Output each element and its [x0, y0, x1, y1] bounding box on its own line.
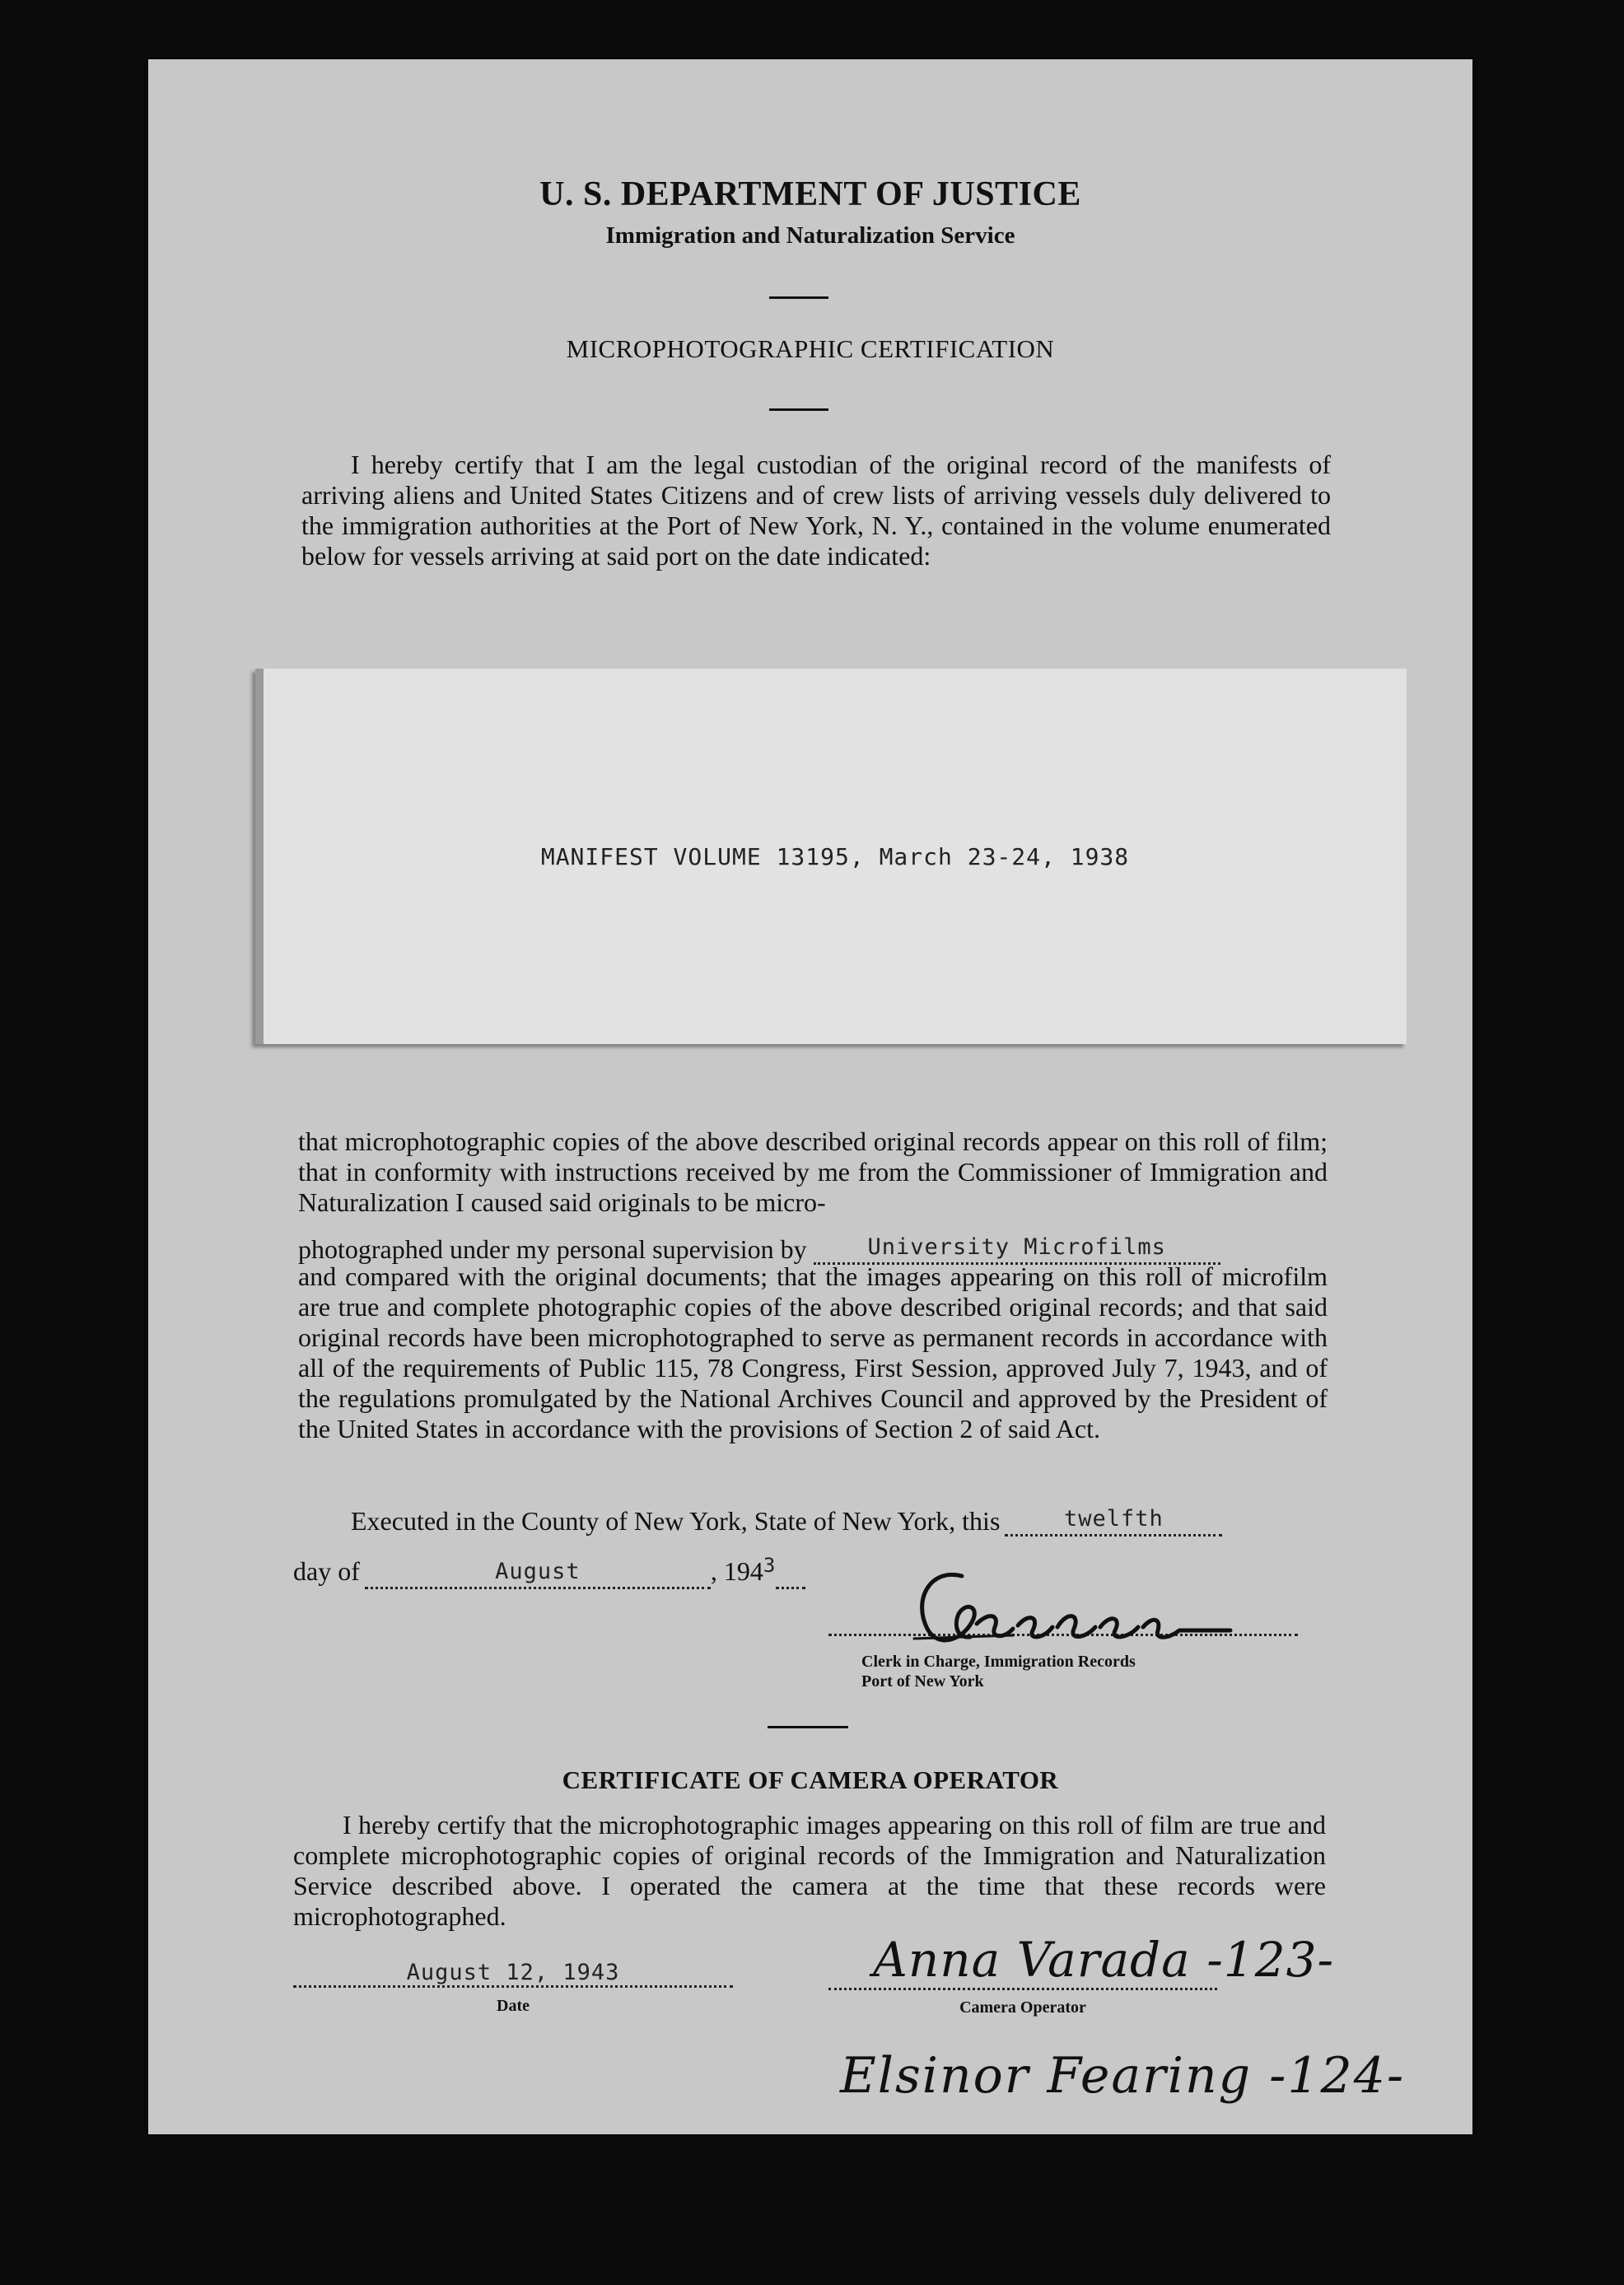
month-field [365, 1555, 711, 1589]
manifest-card [255, 669, 1407, 1044]
certification-title: MICROPHOTOGRAPHIC CERTIFICATION [566, 334, 1055, 363]
day-of-label: day of [293, 1556, 360, 1586]
operator-label: Camera Operator [959, 1998, 1086, 2017]
date-label: Date [497, 1997, 530, 2015]
supervision-value: University Microfilms [867, 1234, 1166, 1260]
divider [768, 1726, 848, 1728]
operator-signature: Anna Varada -123- [873, 1932, 1335, 1988]
camera-operator-paragraph: I hereby certify that the microphotographic images appearing on this roll of film are true and complete microphotographic copies of original records of the Immigration and Naturalization Service described above. I operated the camera at the time that these records were microphotographed. [293, 1810, 1326, 1931]
day-of-line [293, 1555, 805, 1589]
year-prefix: , 194 [710, 1556, 763, 1586]
day-field [1005, 1502, 1222, 1537]
year-digit: 3 [763, 1554, 777, 1577]
divider [769, 296, 828, 299]
date-field [293, 1960, 733, 1988]
clerk-signature [898, 1560, 1260, 1658]
supervision-line [298, 1230, 1220, 1265]
year-field-tail [776, 1587, 805, 1589]
executed-line [351, 1502, 1222, 1537]
divider [769, 408, 828, 411]
second-operator-signature: Elsinor Fearing -124- [840, 2047, 1406, 2105]
supervision-prefix: photographed under my personal supervision by [298, 1234, 807, 1264]
intro-paragraph: I hereby certify that I am the legal custodian of the original record of the manifests of arriving aliens and United States Citizens and of crew lists of arriving vessels duly delivered to the immigration authorities at the Port of New York, N. Y., contained in the volume enumerated below for vessels arriving at said port on the date indicated: [301, 450, 1331, 571]
body-paragraph-rest: and compared with the original documents; that the images appearing on this roll of microfilm are true and complete photographic copies of the above described original records; and that said original records have been microphotographed to serve as permanent records in accordance with all of the requirements of Public 115, 78 Congress, First Session, approved July 7, 1943, and of the regulations promulgated by the National Archives Council and approved by the President of the United States in accordance with the provisions of Section 2 of said Act. [298, 1261, 1328, 1443]
camera-operator-title: CERTIFICATE OF CAMERA OPERATOR [562, 1765, 1059, 1794]
clerk-title [861, 1652, 1136, 1691]
executed-prefix: Executed in the County of New York, State of New York, this [351, 1506, 1001, 1536]
clerk-title-line2: Port of New York [861, 1672, 984, 1690]
supervision-field [814, 1230, 1220, 1265]
day-value: twelfth [1063, 1506, 1164, 1532]
date-value: August 12, 1943 [406, 1960, 620, 1985]
body-paragraph-start: that microphotographic copies of the above described original records appear on this roll of film; that in conformity with instructions received by me from the Commissioner of Immigration and Naturalization I caused said originals to be micro- [298, 1126, 1328, 1217]
month-value: August [495, 1559, 581, 1584]
certificate-document [148, 59, 1472, 2134]
manifest-volume-text: MANIFEST VOLUME 13195, March 23-24, 1938 [540, 843, 1130, 870]
department-heading: U. S. DEPARTMENT OF JUSTICE [539, 175, 1081, 213]
clerk-title-line1: Clerk in Charge, Immigration Records [861, 1653, 1136, 1671]
operator-signature-line [828, 1988, 1217, 1990]
service-subheading: Immigration and Naturalization Service [605, 222, 1015, 249]
